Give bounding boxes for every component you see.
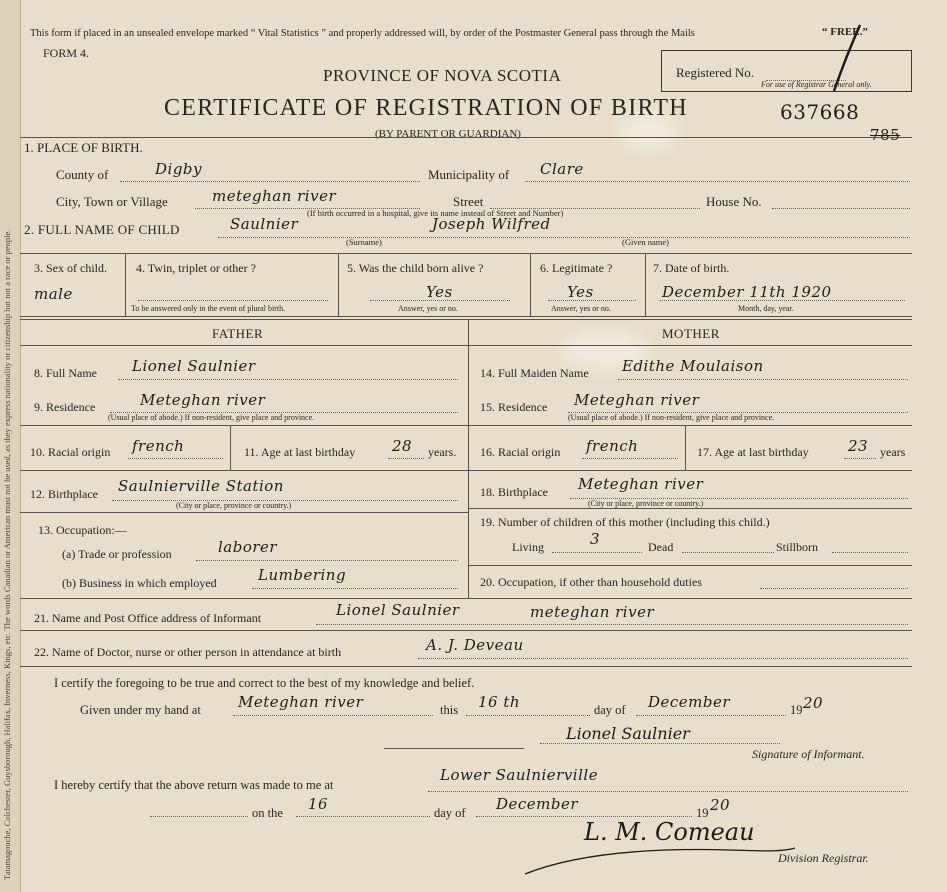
legitimate-label: 6. Legitimate ? [540, 261, 613, 275]
mother-birthplace-note: (City or place, province or country.) [588, 499, 704, 508]
born-alive-note: Answer, yes or no. [398, 304, 458, 313]
given-under-hand-label: Given under my hand at [80, 703, 201, 717]
stillborn-label: Stillborn [776, 540, 819, 554]
registered-no-label: Registered No. [676, 65, 754, 80]
given-year-prefix: 19 [790, 703, 803, 717]
living-value: 3 [590, 530, 601, 548]
province-heading: PROVINCE OF NOVA SCOTIA [323, 66, 562, 85]
father-residence-note: (Usual place of abode.) If non-resident, give place and province. [108, 413, 315, 422]
father-birthplace: Saulnierville Station [118, 477, 284, 495]
dead-label: Dead [648, 540, 674, 554]
children-count-label: 19. Number of children of this mother (including this child.) [480, 515, 770, 529]
father-age: 28 [392, 437, 413, 455]
county-value: Digby [155, 160, 203, 178]
twin-label: 4. Twin, triplet or other ? [136, 261, 256, 275]
father-name: Lionel Saulnier [132, 357, 256, 375]
struck-registration-number: 785 [870, 126, 901, 144]
occupation-label: 13. Occupation:— [38, 523, 127, 537]
this-label: this [440, 703, 459, 717]
living-label: Living [512, 540, 544, 554]
father-age-label: 11. Age at last birthday [244, 445, 356, 459]
certificate-subtitle: (BY PARENT OR GUARDIAN) [375, 128, 521, 140]
mother-race: french [586, 437, 639, 455]
father-heading: FATHER [212, 326, 264, 341]
registrar-year-prefix: 19 [696, 806, 709, 820]
free-mark: “ FREE.” [822, 26, 868, 38]
form-number: FORM 4. [43, 46, 90, 60]
certification-line: I certify the foregoing to be true and correct to the best of my knowledge and belief. [54, 676, 475, 690]
given-day: 16 th [478, 693, 521, 711]
registrar-signature: L. M. Comeau [584, 818, 755, 846]
informant-address: meteghan river [530, 603, 655, 621]
child-surname: Saulnier [230, 215, 299, 233]
certificate-title: CERTIFICATE OF REGISTRATION OF BIRTH [164, 95, 688, 121]
date-of-birth-note: Month, day, year. [738, 304, 794, 313]
place-of-birth-heading: 1. PLACE OF BIRTH. [24, 140, 143, 155]
child-name-label: 2. FULL NAME OF CHILD [24, 222, 180, 237]
registrar-day-of-label: day of [434, 806, 466, 820]
sex-label: 3. Sex of child. [34, 261, 107, 275]
born-alive-value: Yes [426, 283, 453, 301]
mother-birthplace: Meteghan river [578, 475, 704, 493]
doctor-label: 22. Name of Doctor, nurse or other person in attendance at birth [34, 645, 342, 659]
city-label: City, Town or Village [56, 194, 168, 209]
registrar-year: 20 [710, 796, 731, 814]
registration-slash-mark [812, 23, 872, 93]
informant-label: 21. Name and Post Office address of Informant [34, 611, 262, 625]
legitimate-value: Yes [567, 283, 594, 301]
registrar-general-note: For use of Registrar General only. [761, 80, 872, 89]
sex-value: male [34, 285, 73, 303]
registration-box [661, 50, 912, 92]
mother-residence-note: (Usual place of abode.) If non-resident, give place and province. [568, 413, 775, 422]
business-label: (b) Business in which employed [62, 576, 217, 590]
given-day-of-label: day of [594, 703, 626, 717]
trade-value: laborer [218, 538, 278, 556]
father-name-label: 8. Full Name [34, 366, 97, 380]
registrar-month: December [496, 795, 579, 813]
signature-flourish [520, 842, 800, 882]
mother-residence-label: 15. Residence [480, 400, 548, 414]
mother-age-label: 17. Age at last birthday [697, 445, 809, 459]
doctor-name: A. J. Deveau [426, 636, 524, 654]
given-year: 20 [803, 694, 824, 712]
registrar-day: 16 [308, 795, 329, 813]
father-birthplace-label: 12. Birthplace [30, 487, 98, 501]
given-name-note: (Given name) [622, 237, 669, 247]
twin-note: To be answered only in the event of plural birth. [131, 304, 286, 313]
father-residence: Meteghan river [140, 391, 266, 409]
father-race: french [132, 437, 185, 455]
born-alive-label: 5. Was the child born alive ? [347, 261, 484, 275]
business-value: Lumbering [258, 566, 347, 584]
margin-instructions: Tatamagouche, Colchester, Guysborough, Halifax, Inverness, Kings, etc. The words Canadian or American must not be used, as they express nationality or citizenship but not a race or people. [2, 229, 12, 880]
house-no-label: House No. [706, 194, 762, 209]
mother-age: 23 [848, 437, 869, 455]
mother-birthplace-label: 18. Birthplace [480, 485, 548, 499]
registrar-place: Lower Saulnierville [440, 766, 599, 784]
child-given-names: Joseph Wilfred [432, 215, 551, 233]
division-registrar-label: Division Registrar. [778, 851, 869, 865]
given-place: Meteghan river [238, 693, 364, 711]
registrar-certify-line: I hereby certify that the above return was made to me at [54, 778, 334, 792]
informant-signature: Lionel Saulnier [566, 724, 690, 743]
margin-strip [0, 0, 21, 892]
informant-name: Lionel Saulnier [336, 601, 460, 619]
hospital-note: (If birth occurred in a hospital, give its name instead of Street and Number) [307, 208, 564, 218]
registrar-on-the-label: on the [252, 806, 283, 820]
mother-age-years: years [880, 445, 906, 459]
date-of-birth-value: December 11th 1920 [662, 283, 832, 301]
registration-stamp-number: 637668 [780, 100, 860, 124]
postal-note: This form if placed in an unsealed envelope marked “ Vital Statistics ” and properly addressed will, by order of the Postmaster General pass through the Mails [30, 28, 695, 39]
given-month: December [648, 693, 731, 711]
city-value: meteghan river [212, 187, 337, 205]
mother-occupation-label: 20. Occupation, if other than household duties [480, 575, 702, 589]
mother-name-label: 14. Full Maiden Name [480, 366, 589, 380]
county-label: County of [56, 167, 109, 182]
father-race-label: 10. Racial origin [30, 445, 111, 459]
mother-name: Edithe Moulaison [622, 357, 764, 375]
surname-note: (Surname) [346, 237, 382, 247]
municipality-label: Municipality of [428, 167, 510, 182]
mother-heading: MOTHER [662, 326, 720, 341]
father-residence-label: 9. Residence [34, 400, 96, 414]
signature-of-informant-label: Signature of Informant. [752, 747, 865, 761]
mother-residence: Meteghan river [574, 391, 700, 409]
street-label: Street [453, 194, 484, 209]
legitimate-note: Answer, yes or no. [551, 304, 611, 313]
municipality-value: Clare [540, 160, 584, 178]
date-of-birth-label: 7. Date of birth. [653, 261, 730, 275]
father-birthplace-note: (City or place, province or country.) [176, 501, 292, 510]
trade-label: (a) Trade or profession [62, 547, 172, 561]
father-age-years: years. [428, 445, 457, 459]
mother-race-label: 16. Racial origin [480, 445, 561, 459]
